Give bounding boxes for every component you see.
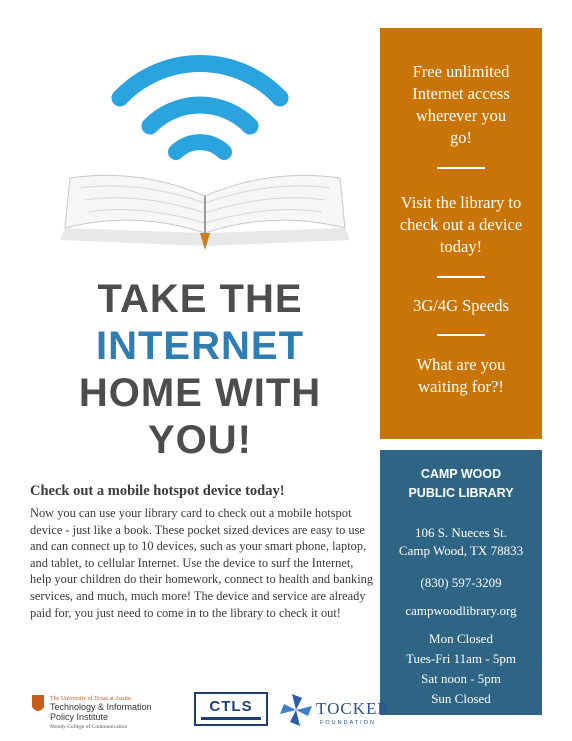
divider — [437, 334, 485, 336]
ctls-underline — [201, 717, 261, 720]
sponsor-logos — [30, 688, 390, 733]
panel-item-speeds: 3G/4G Speeds — [413, 296, 509, 315]
panel-item-unlimited: Free unlimited Internet access wherever you go! — [412, 62, 510, 147]
hours-tues-fri: Tues-Fri 11am - 5pm — [406, 651, 516, 666]
ut-tipi-logo — [30, 691, 180, 731]
hours-saturday: Sat noon - 5pm — [421, 671, 501, 686]
open-book-icon — [60, 175, 350, 250]
ut-shield-icon — [32, 695, 44, 711]
headline-line-4: YOU! — [148, 418, 252, 462]
phone-number: (830) 597-3209 — [420, 575, 502, 590]
divider — [437, 167, 485, 169]
address-street: 106 S. Nueces St. — [414, 525, 508, 540]
address-city: Camp Wood, TX 78833 — [398, 543, 524, 558]
tocker-pinwheel-icon — [280, 694, 312, 726]
orange-info-panel — [380, 28, 542, 439]
headline-line-3: HOME WITH — [78, 371, 322, 415]
hero-illustration — [40, 28, 370, 258]
headline-line-1: TAKE THE — [97, 277, 303, 321]
ctls-mark: CTLS — [209, 698, 253, 715]
wifi-icon — [120, 63, 280, 152]
ut-line-4: Moody College of Communication — [50, 724, 128, 730]
subheading: Check out a mobile hotspot device today! — [30, 483, 285, 499]
headline-line-2: INTERNET — [96, 324, 304, 368]
body-paragraph: Now you can use your library card to check out a mobile hotspot device - just like a book. These pocket sized devices are easy to use and can connect up to 10 devices, such as your smart phone, laptop, and tablet, to cellular Internet. Use the device to surf the Internet, help your children do their homework, connect to health and banking services, and much, much more! The device and service are already paid for, you just need to come in to the library to check it out! — [30, 506, 374, 620]
library-info-panel — [380, 450, 542, 715]
library-name — [380, 465, 542, 503]
hours-sunday: Sun Closed — [431, 691, 491, 706]
ut-line-2: Technology & Information — [50, 702, 152, 712]
library-name-line-2: PUBLIC LIBRARY — [408, 486, 514, 500]
panel-item-waiting: What are you waiting for?! — [416, 355, 506, 396]
tocker-wordmark: TOCKER — [316, 699, 390, 718]
ut-line-3: Policy Institute — [50, 712, 109, 722]
library-name-line-1: CAMP WOOD — [420, 467, 502, 481]
tocker-subtitle: FOUNDATION — [320, 720, 376, 726]
website-link[interactable]: campwoodlibrary.org — [405, 603, 517, 618]
ut-line-1: The University of Texas at Austin — [50, 696, 131, 702]
headline — [30, 276, 370, 464]
tocker-logo — [280, 690, 390, 730]
divider — [437, 276, 485, 278]
hours-monday: Mon Closed — [429, 631, 493, 646]
ctls-logo — [194, 692, 268, 726]
panel-item-visit: Visit the library to check out a device today! — [399, 193, 523, 256]
